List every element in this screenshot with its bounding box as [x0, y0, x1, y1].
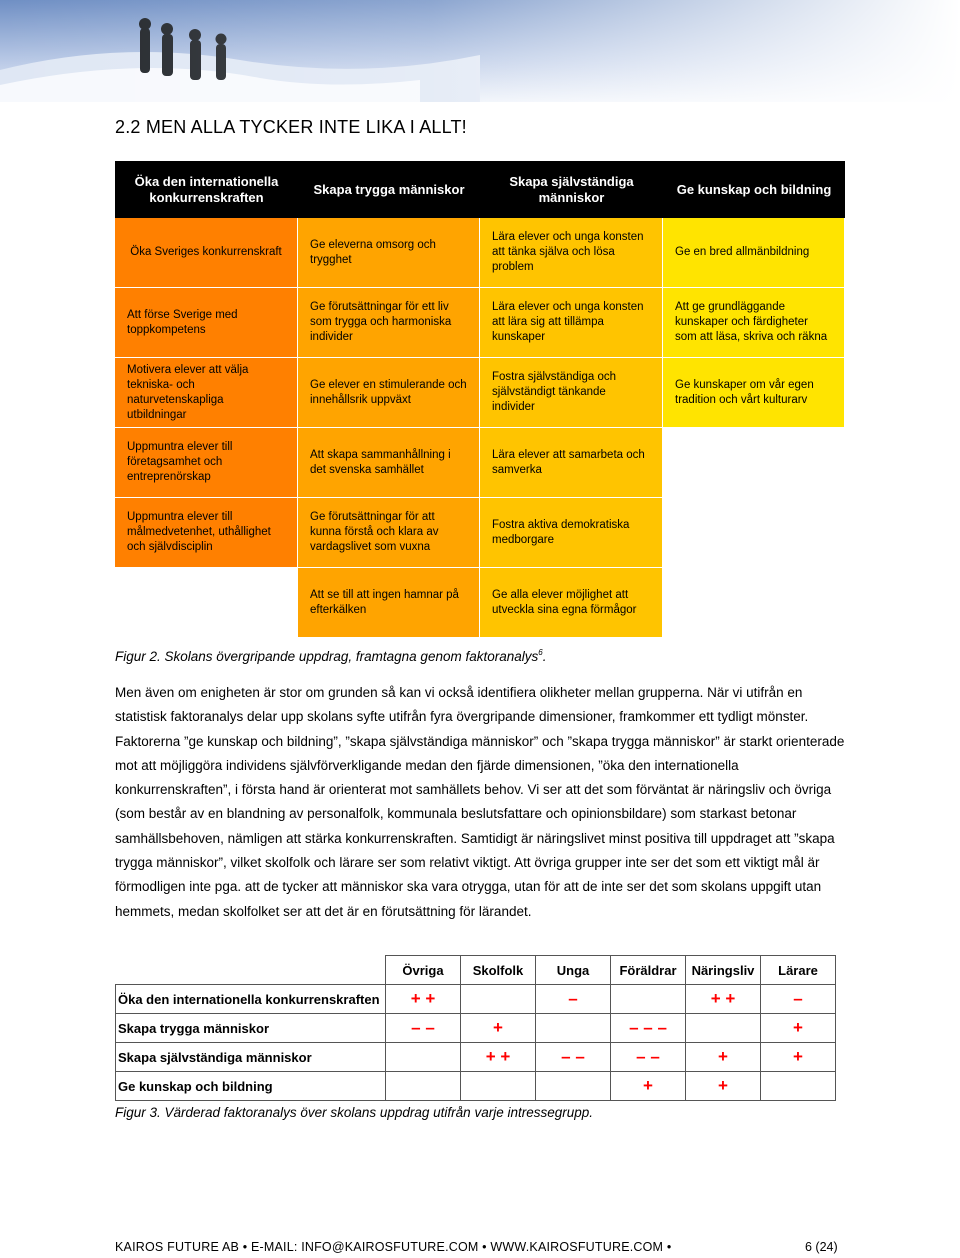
col-header-unga: Unga	[536, 956, 611, 985]
ratings-row	[116, 985, 836, 1014]
matrix-header-independence: Skapa självständiga människor	[480, 161, 663, 218]
rating-cell	[761, 1043, 836, 1072]
ratings-row-label: Skapa självständiga människor	[116, 1043, 386, 1072]
rating-cell	[611, 1014, 686, 1043]
matrix-cell-knowledge: Att ge grundläggande kunskaper och färdigheter som att läsa, skriva och räkna	[663, 288, 845, 358]
rating-sign: +	[793, 1047, 803, 1066]
matrix-cell-knowledge: Ge en bred allmänbildning	[663, 218, 845, 288]
matrix-cell-security: Att se till att ingen hamnar på efterkälken	[298, 568, 480, 638]
matrix-cell-competitiveness: Att förse Sverige med toppkompetens	[115, 288, 298, 358]
section-heading: 2.2 MEN ALLA TYCKER INTE LIKA I ALLT!	[115, 117, 467, 137]
col-header-foraldrar: Föräldrar	[611, 956, 686, 985]
col-header-skolfolk: Skolfolk	[461, 956, 536, 985]
matrix-cell-security: Ge förutsättningar för att kunna förstå och klara av vardagslivet som vuxna	[298, 498, 480, 568]
matrix-cell-security: Ge eleverna omsorg och trygghet	[298, 218, 480, 288]
ratings-row-label: Öka den internationella konkurrenskraften	[116, 985, 386, 1014]
rating-cell	[461, 1072, 536, 1101]
matrix-cell-independence: Lära elever och unga konsten att tänka själva och lösa problem	[480, 218, 663, 288]
rating-cell	[611, 1072, 686, 1101]
rating-cell	[686, 1014, 761, 1043]
rating-sign: + +	[410, 989, 436, 1008]
rating-cell	[611, 985, 686, 1014]
header-photo	[0, 0, 960, 102]
rating-cell	[536, 1072, 611, 1101]
figure-3-caption: Figur 3. Värderad faktoranalys över skolans uppdrag utifrån varje intressegrupp.	[115, 1105, 594, 1120]
matrix-header-competitiveness: Öka den internationella konkurrenskraften	[115, 161, 298, 218]
rating-sign: – –	[561, 1047, 585, 1066]
rating-cell	[536, 1014, 611, 1043]
rating-cell	[761, 985, 836, 1014]
rating-cell	[761, 1072, 836, 1101]
rating-sign: +	[643, 1076, 653, 1095]
matrix-header-knowledge: Ge kunskap och bildning	[663, 161, 845, 218]
ratings-row-label: Skapa trygga människor	[116, 1014, 386, 1043]
figure-2-caption: Figur 2. Skolans övergripande uppdrag, framtagna genom faktoranalys$^6$.	[115, 648, 547, 664]
footnote-ref: 6	[538, 648, 543, 657]
col-header-naringsliv: Näringsliv	[686, 956, 761, 985]
rating-cell	[686, 1072, 761, 1101]
col-header-ovriga: Övriga	[386, 956, 461, 985]
ratings-row	[116, 1014, 836, 1043]
page-number: 6 (24)	[805, 1240, 838, 1254]
rating-cell	[461, 985, 536, 1014]
matrix-cell-competitiveness: Öka Sveriges konkurrenskraft	[115, 218, 298, 288]
ratings-row	[116, 1043, 836, 1072]
rating-cell	[386, 1014, 461, 1043]
ratings-header-row	[116, 956, 836, 985]
ratings-row	[116, 1072, 836, 1101]
rating-sign: +	[493, 1018, 503, 1037]
ratings-row-label: Ge kunskap och bildning	[116, 1072, 386, 1101]
rating-cell	[386, 1072, 461, 1101]
rating-cell	[386, 985, 461, 1014]
rating-sign: + +	[485, 1047, 511, 1066]
matrix-cell-security: Ge elever en stimulerande och innehållsrik uppväxt	[298, 358, 480, 428]
ratings-table	[115, 955, 836, 1101]
rating-sign: +	[718, 1047, 728, 1066]
rating-sign: –	[568, 989, 578, 1008]
rating-sign: + +	[710, 989, 736, 1008]
rating-sign: +	[793, 1018, 803, 1037]
mountain-hikers-illustration	[0, 0, 960, 102]
matrix-cell-security: Ge förutsättningar för ett liv som trygga och harmoniska individer	[298, 288, 480, 358]
rating-sign: – – –	[629, 1018, 667, 1037]
matrix-cell-competitiveness: Uppmuntra elever till företagsamhet och entreprenörskap	[115, 428, 298, 498]
rating-sign: – –	[636, 1047, 660, 1066]
rating-cell	[461, 1014, 536, 1043]
rating-cell	[761, 1014, 836, 1043]
col-header-larare: Lärare	[761, 956, 836, 985]
rating-cell	[536, 1043, 611, 1072]
matrix-cell-security: Att skapa sammanhållning i det svenska samhället	[298, 428, 480, 498]
rating-cell	[536, 985, 611, 1014]
rating-cell	[461, 1043, 536, 1072]
rating-sign: +	[718, 1076, 728, 1095]
matrix-cell-knowledge: Ge kunskaper om vår egen tradition och vårt kulturarv	[663, 358, 845, 428]
matrix-cell-competitiveness: Uppmuntra elever till målmedvetenhet, uthållighet och självdisciplin	[115, 498, 298, 568]
matrix-cell-competitiveness: Motivera elever att välja tekniska- och naturvetenskapliga utbildningar	[115, 358, 298, 428]
ratings-corner-cell	[116, 956, 386, 985]
rating-cell	[686, 985, 761, 1014]
rating-cell	[686, 1043, 761, 1072]
matrix-cell-independence: Lära elever att samarbeta och samverka	[480, 428, 663, 498]
matrix-header-security: Skapa trygga människor	[298, 161, 480, 218]
rating-cell	[386, 1043, 461, 1072]
rating-sign: – –	[411, 1018, 435, 1037]
matrix-cell-independence: Ge alla elever möjlighet att utveckla sina egna förmågor	[480, 568, 663, 638]
rating-cell	[611, 1043, 686, 1072]
footer-contact: KAIROS FUTURE AB • E-MAIL: INFO@KAIROSFUTURE.COM • WWW.KAIROSFUTURE.COM •	[115, 1240, 672, 1254]
matrix-cell-independence: Lära elever och unga konsten att lära sig att tillämpa kunskaper	[480, 288, 663, 358]
body-paragraph: Men även om enigheten är stor om grunden så kan vi också identifiera olikheter mellan grupperna. När vi utifrån en statistisk faktoranalys delar upp skolans syfte utifrån fyra övergripande dimensioner, framkommer ett tydligt mönster. Faktorerna ”ge kunskap och bildning”, ”skapa självständiga människor” och ”skapa trygga människor” är starkt orienterade mot att möjliggöra individens självförverkligande medan den fjärde dimensionen, ”öka den internationella konkurrenskraften”, i första hand är orienterat mot samhällets behov. Vi ser att det som förväntat är näringsliv och övriga (som består av en blandning av personalfolk, kommunala beslutsfattare och opinionsbildare) som starkast betonar samhällsbehoven, nämligen att stärka konkurrenskraften. Samtidigt är näringslivet minst positiva till uppdraget att ”skapa trygga människor”, vilket skolfolk och lärare ser som relativt viktigt. Att övriga grupper inte ser det som ett viktigt mål är förmodligen inte pga. att de tycker att människor ska vara otrygga, utan för att de inte ser det som skolans uppgift utan hemmets, medan skolfolket ser att det är en förutsättning för lärandet.	[115, 685, 845, 919]
matrix-cell-independence: Fostra självständiga och självständigt tänkande individer	[480, 358, 663, 428]
rating-sign: –	[793, 989, 803, 1008]
matrix-cell-independence: Fostra aktiva demokratiska medborgare	[480, 498, 663, 568]
